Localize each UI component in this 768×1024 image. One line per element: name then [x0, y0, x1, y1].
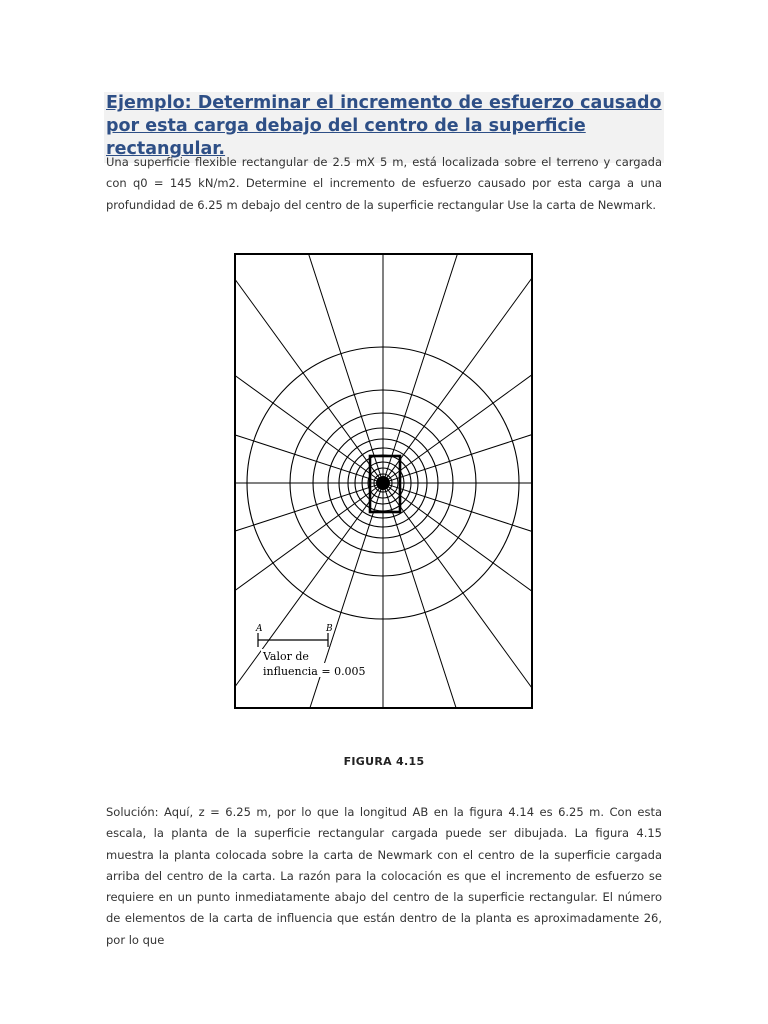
label-b: B	[326, 624, 333, 634]
problem-statement: Una superficie flexible rectangular de 2.5 mX 5 m, está localizada sobre el terreno y cargada con q0 = 145 kN/m2. Determine el incremento de esfuerzo causado por esta carga a una profundidad de 6.25 m debajo del centro de la superficie rectangular Use la carta de Newmark.	[106, 155, 662, 212]
figure-caption: FIGURA 4.15	[343, 755, 425, 768]
solution-text: Solución: Aquí, z = 6.25 m, por lo que la longitud AB en la figura 4.14 es 6.25 m. Con esta escala, la planta de la superficie rectangular cargada puede ser dibujada. La figura 4.15 muestra la planta colocada sobre la carta de Newmark con el centro de la superficie cargada arriba del centro de la carta. La razón para la colocación es que el incremento de esfuerzo se requiere en un punto inmediatamente abajo del centro de la superficie rectangular. El número de elementos de la carta de influencia que están dentro de la planta es aproximadamente 26, por lo que	[106, 805, 662, 947]
influence-label-line1: Valor de	[263, 650, 309, 663]
influence-label-line2: influencia = 0.005	[263, 665, 366, 678]
example-title: Ejemplo: Determinar el incremento de esfuerzo causado por esta carga debajo del centro de la superficie rectangular.	[104, 92, 664, 163]
chart-center	[376, 476, 390, 490]
newmark-chart-figure	[234, 253, 533, 709]
label-a: A	[256, 624, 263, 634]
